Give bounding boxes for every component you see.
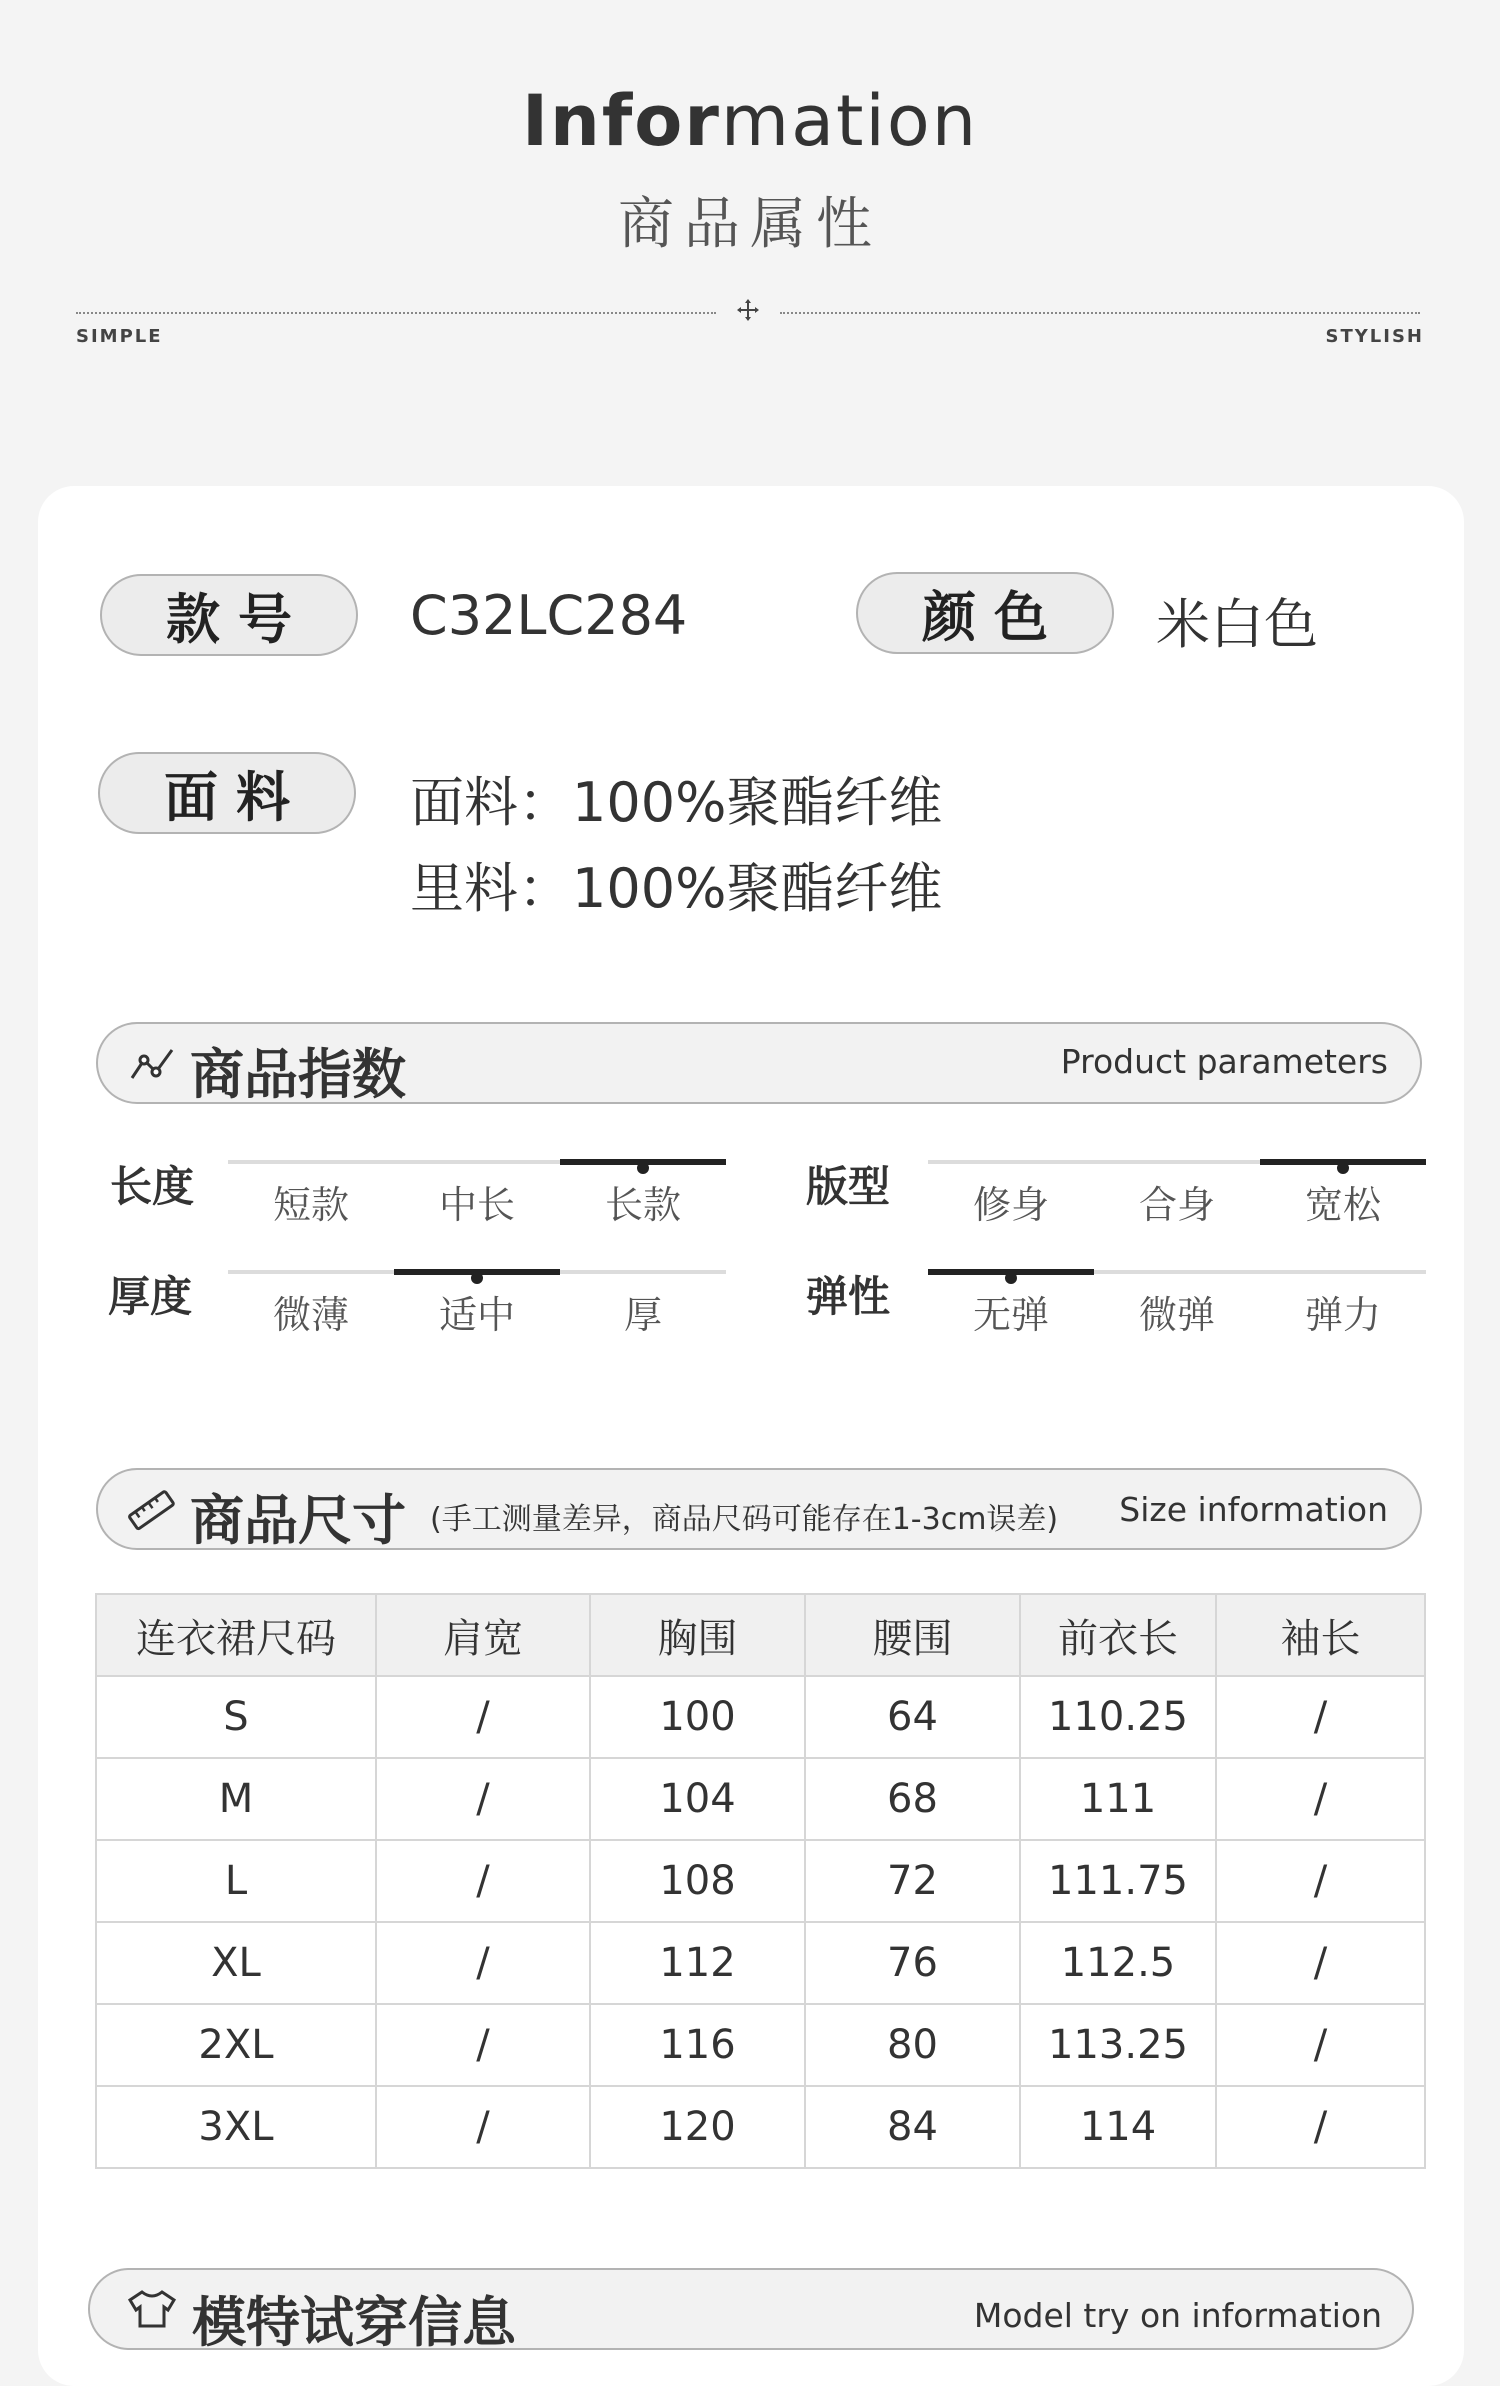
scale-label: 厚度: [108, 1272, 193, 1321]
table-row: [96, 2086, 1425, 2168]
header-shoulder: 肩宽: [376, 1594, 590, 1676]
simple-tag: SIMPLE: [76, 326, 163, 347]
fabric-line-2: 里料：100%聚酯纤维: [410, 857, 943, 920]
table-cell: /: [376, 1676, 590, 1758]
table-cell: 110.25: [1020, 1676, 1216, 1758]
size-title: 商品尺寸: [190, 1489, 406, 1552]
table-cell: 114: [1020, 2086, 1216, 2168]
scale-option: 适中: [438, 1293, 515, 1337]
model-title: 模特试穿信息: [192, 2291, 516, 2354]
table-cell: /: [376, 2086, 590, 2168]
scale-option: 宽松: [1304, 1183, 1381, 1227]
table-cell: 72: [805, 1840, 1020, 1922]
tshirt-icon: [124, 2288, 180, 2328]
scale-option: 中长: [438, 1183, 515, 1227]
table-cell: 111.75: [1020, 1840, 1216, 1922]
table-cell: /: [376, 1758, 590, 1840]
color-label: 颜色: [856, 572, 1114, 654]
size-note: (手工测量差异，商品尺码可能存在1-3cm误差): [430, 1502, 1059, 1537]
color-value: 米白色: [1156, 593, 1318, 656]
header-front-length: 前衣长: [1020, 1594, 1216, 1676]
table-cell: 108: [590, 1840, 805, 1922]
fabric-label: 面料: [98, 752, 356, 834]
header-bust: 胸围: [590, 1594, 805, 1676]
scale-label: 弹性: [806, 1272, 891, 1321]
table-cell: /: [1216, 2004, 1425, 2086]
table-cell: 100: [590, 1676, 805, 1758]
header-waist: 腰围: [805, 1594, 1020, 1676]
table-row: [96, 1758, 1425, 1840]
scale-option: 合身: [1138, 1183, 1215, 1227]
divider-left: [76, 312, 716, 314]
scale-option: 长款: [604, 1183, 681, 1227]
scale-label: 长度: [110, 1162, 195, 1211]
table-cell: /: [1216, 1676, 1425, 1758]
table-cell: S: [96, 1676, 376, 1758]
scale-option: 短款: [272, 1183, 349, 1227]
table-header-row: [96, 1594, 1425, 1676]
table-cell: 120: [590, 2086, 805, 2168]
header-sleeve: 袖长: [1216, 1594, 1425, 1676]
fabric-line-1: 面料：100%聚酯纤维: [410, 771, 943, 834]
scale-label: 版型: [806, 1162, 891, 1211]
table-cell: 3XL: [96, 2086, 376, 2168]
table-row: [96, 2004, 1425, 2086]
style-no-value: C32LC284: [410, 584, 688, 647]
table-cell: 80: [805, 2004, 1020, 2086]
title-en: Information: [521, 80, 979, 162]
scale-option: 微薄: [272, 1293, 349, 1337]
cross-arrows-icon: [736, 298, 760, 322]
params-title: 商品指数: [190, 1043, 406, 1106]
scale-marker: [1005, 1272, 1017, 1284]
scale-option: 微弹: [1138, 1293, 1215, 1337]
scale-marker: [1337, 1162, 1349, 1174]
table-cell: M: [96, 1758, 376, 1840]
scale-option: 弹力: [1304, 1293, 1381, 1337]
table-cell: 68: [805, 1758, 1020, 1840]
table-row: [96, 1840, 1425, 1922]
table-cell: /: [1216, 1758, 1425, 1840]
table-cell: /: [1216, 1840, 1425, 1922]
table-cell: 64: [805, 1676, 1020, 1758]
table-cell: /: [376, 1922, 590, 2004]
table-cell: 111: [1020, 1758, 1216, 1840]
table-cell: /: [376, 2004, 590, 2086]
scale-option: 修身: [972, 1183, 1049, 1227]
table-cell: 116: [590, 2004, 805, 2086]
table-cell: /: [1216, 2086, 1425, 2168]
scale-option: 无弹: [972, 1293, 1049, 1337]
table-cell: 2XL: [96, 2004, 376, 2086]
table-cell: /: [376, 1840, 590, 1922]
table-row: [96, 1676, 1425, 1758]
title-cn: 商品属性: [618, 192, 882, 257]
table-cell: /: [1216, 1922, 1425, 2004]
scale-option: 厚: [623, 1293, 662, 1337]
style-no-label: 款号: [100, 574, 358, 656]
table-cell: 112.5: [1020, 1922, 1216, 2004]
table-row: [96, 1922, 1425, 2004]
model-en: Model try on information: [973, 2296, 1382, 2335]
header-size: 连衣裙尺码: [96, 1594, 376, 1676]
trend-line-icon: [128, 1046, 176, 1084]
scale-marker: [471, 1272, 483, 1284]
table-cell: 113.25: [1020, 2004, 1216, 2086]
table-cell: 84: [805, 2086, 1020, 2168]
table-cell: 76: [805, 1922, 1020, 2004]
params-en: Product parameters: [1060, 1042, 1388, 1081]
table-cell: XL: [96, 1922, 376, 2004]
size-en: Size information: [1119, 1490, 1388, 1529]
table-cell: L: [96, 1840, 376, 1922]
size-table: [95, 1593, 1426, 2169]
stylish-tag: STYLISH: [1325, 326, 1424, 347]
divider-right: [780, 312, 1420, 314]
scale-marker: [637, 1162, 649, 1174]
table-cell: 112: [590, 1922, 805, 2004]
ruler-icon: [126, 1490, 178, 1532]
table-cell: 104: [590, 1758, 805, 1840]
